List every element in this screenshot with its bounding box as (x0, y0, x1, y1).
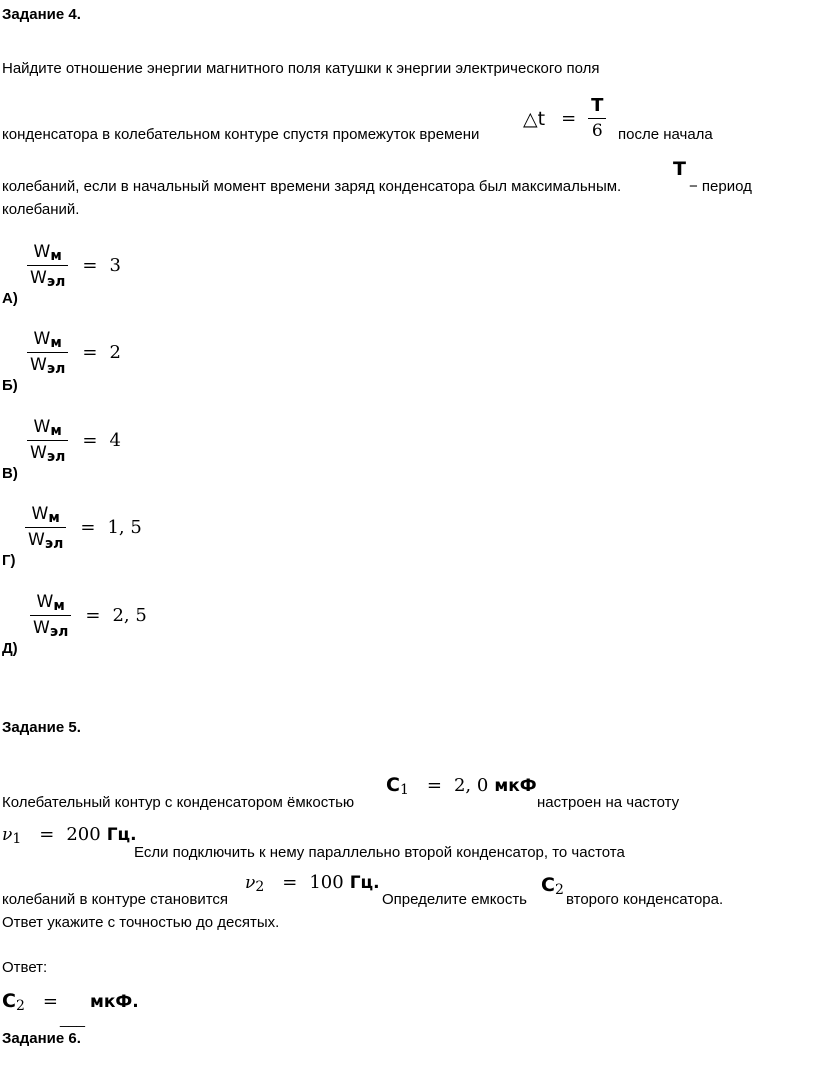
denominator-subscript: эл (44, 536, 64, 552)
c1-value: 2, 0 (453, 775, 489, 796)
c2-subscript: 2 (554, 882, 564, 898)
task5-text-line3c: второго конденсатора. (566, 891, 724, 908)
nu1-unit: Гц. (106, 825, 137, 845)
nu2-formula (245, 872, 380, 893)
option-formula (27, 330, 121, 375)
numerator-subscript: м (48, 510, 60, 526)
energy-ratio-fraction (25, 505, 66, 550)
c1-unit: мкФ (494, 776, 537, 796)
option-formula (27, 418, 121, 463)
task5-text-line3a: колебаний в контуре становится (2, 891, 229, 908)
nu2-unit: Гц. (349, 873, 380, 893)
denominator-subscript: эл (46, 449, 66, 465)
denominator-subscript: эл (49, 624, 69, 640)
c1-symbol: C (386, 774, 400, 796)
option-label[interactable]: Б) (2, 377, 18, 394)
answer-blank[interactable]: ___ (60, 1011, 86, 1028)
fraction-numerator (31, 330, 65, 352)
option-label[interactable]: А) (2, 290, 18, 307)
task5-text-line1b: настроен на частоту (537, 794, 680, 811)
denominator-symbol: W (28, 530, 45, 550)
fraction-denominator (30, 616, 71, 638)
numerator-symbol: W (33, 329, 51, 349)
delta-t-numerator: T (591, 95, 604, 116)
delta-t-fraction (588, 97, 606, 140)
energy-ratio-fraction (27, 330, 68, 375)
numerator-subscript: м (50, 423, 62, 439)
numerator-symbol: W (36, 592, 54, 612)
delta-t-denominator: 6 (591, 121, 603, 141)
nu2-subscript: 2 (255, 879, 265, 895)
denominator-subscript: эл (46, 274, 66, 290)
nu1-symbol: ν (2, 825, 13, 845)
option-label[interactable]: Д) (2, 640, 18, 657)
option-value: 2 (109, 342, 121, 363)
delta-t-formula (523, 97, 606, 140)
option-equals: = (80, 517, 96, 538)
option-label[interactable]: В) (2, 465, 18, 482)
c1-subscript: 1 (399, 782, 409, 798)
nu1-value: 200 (66, 824, 101, 845)
fraction-numerator (29, 505, 63, 527)
option-value: 2, 5 (112, 605, 147, 626)
answer-formula (2, 990, 139, 1012)
c1-equals: = (426, 775, 442, 796)
option-value: 1, 5 (107, 517, 142, 538)
denominator-symbol: W (30, 268, 47, 288)
energy-ratio-fraction (30, 593, 71, 638)
period-symbol: T (673, 158, 686, 180)
option-value: 3 (109, 255, 121, 276)
energy-ratio-fraction (27, 243, 68, 288)
option-equals: = (82, 430, 98, 451)
task5-text-line4: Ответ укажите с точностью до десятых. (2, 914, 280, 931)
fraction-denominator (27, 353, 68, 375)
numerator-symbol: W (31, 504, 49, 524)
option-label[interactable]: Г) (2, 552, 16, 569)
fraction-numerator (31, 418, 65, 440)
task6-title: Задание 6. (2, 1030, 81, 1047)
nu1-equals: = (39, 824, 55, 845)
nu1-formula (2, 824, 137, 845)
answer-equals: = (42, 991, 58, 1012)
task5-text-line1a: Колебательный контур с конденсатором ёмкостью (2, 794, 355, 811)
delta-t-symbol: △t (523, 107, 546, 130)
task5-text-line2: Если подключить к нему параллельно второй конденсатор, то частота (134, 844, 625, 861)
fraction-numerator (34, 593, 68, 615)
c1-formula (386, 774, 537, 796)
answer-label: Ответ: (2, 959, 48, 976)
task4-text-line2b: после начала (618, 126, 713, 143)
task4-text-line3: колебаний, если в начальный момент времени заряд конденсатора был максимальным. (2, 178, 622, 195)
denominator-symbol: W (30, 355, 47, 375)
denominator-symbol: W (33, 618, 50, 638)
delta-t-equals: = (561, 108, 577, 129)
denominator-subscript: эл (46, 361, 66, 377)
task5-text-line3b: Определите емкость (382, 891, 527, 908)
denominator-symbol: W (30, 443, 47, 463)
answer-c2-symbol: C (2, 990, 16, 1012)
option-value: 4 (109, 430, 121, 451)
numerator-subscript: м (53, 598, 65, 614)
fraction-denominator (25, 528, 66, 550)
fraction-denominator (27, 266, 68, 288)
numerator-subscript: м (50, 248, 62, 264)
option-formula (25, 505, 142, 550)
c2-symbol: C (541, 874, 555, 896)
nu2-symbol: ν (245, 873, 256, 893)
answer-c2-subscript: 2 (15, 998, 25, 1014)
option-formula (30, 593, 147, 638)
task4-text-line1: Найдите отношение энергии магнитного поля катушки к энергии электрического поля (2, 60, 600, 77)
nu1-subscript: 1 (12, 831, 22, 847)
energy-ratio-fraction (27, 418, 68, 463)
answer-unit: мкФ. (89, 992, 139, 1012)
nu2-value: 100 (309, 872, 344, 893)
task4-text-line3b: − период (689, 178, 752, 195)
task5-title: Задание 5. (2, 719, 81, 736)
fraction-numerator (31, 243, 65, 265)
numerator-subscript: м (50, 335, 62, 351)
option-equals: = (82, 342, 98, 363)
fraction-denominator (27, 441, 68, 463)
option-equals: = (85, 605, 101, 626)
option-formula (27, 243, 121, 288)
option-equals: = (82, 255, 98, 276)
nu2-equals: = (282, 872, 298, 893)
numerator-symbol: W (33, 242, 51, 262)
task4-title: Задание 4. (2, 6, 81, 23)
numerator-symbol: W (33, 417, 51, 437)
c2-symbol-inline (541, 874, 564, 896)
task4-text-line2: конденсатора в колебательном контуре спустя промежуток времени (2, 126, 480, 143)
task4-text-line4: колебаний. (2, 201, 80, 218)
